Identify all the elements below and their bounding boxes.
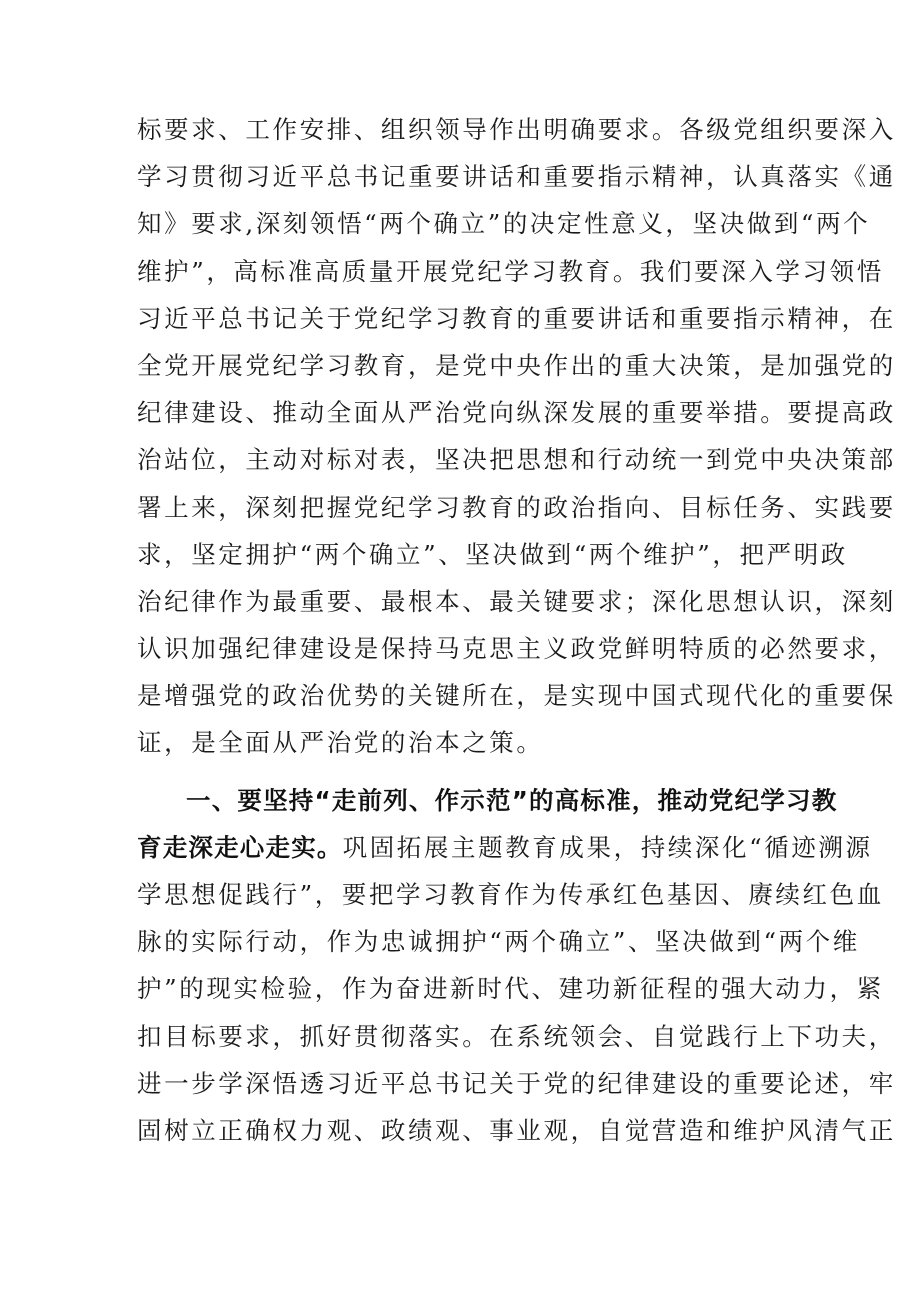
text-line: 护”的现实检验，作为奋进新时代、建功新征程的强大动力，紧: [137, 974, 884, 1004]
text-line: 治站位，主动对标对表，坚决把思想和行动统一到党中央决策部: [137, 445, 896, 475]
text-line: 学习贯彻习近平总书记重要讲话和重要指示精神，认真落实《通: [137, 162, 896, 192]
document-body: [137, 106, 896, 1154]
paragraph-1: [137, 106, 896, 767]
text-line: 证，是全面从严治党的治本之策。: [137, 728, 544, 758]
text-line: 进一步学深悟透习近平总书记关于党的纪律建设的重要论述，牢: [137, 1068, 896, 1098]
paragraph-gap: [137, 767, 792, 777]
text-line: 纪律建设、推动全面从严治党向纵深发展的重要举措。要提高政: [137, 398, 896, 428]
paragraph-2: [137, 777, 896, 1155]
text-line: 全党开展党纪学习教育，是党中央作出的重大决策，是加强党的: [137, 350, 896, 380]
section-heading: 一、要坚持“走前列、作示范”的高标准，推动党纪学习教: [186, 785, 838, 815]
section-heading-end: 育走深走心走实。: [137, 832, 343, 862]
text-line: 固树立正确权力观、政绩观、事业观，自觉营造和维护风清气正: [137, 1115, 896, 1145]
text-line: 习近平总书记关于党纪学习教育的重要讲话和重要指示精神，在: [137, 303, 896, 333]
text-line: 扣目标要求，抓好贯彻落实。在系统领会、自觉践行上下功夫，: [137, 1021, 896, 1051]
text-line: 署上来，深刻把握党纪学习教育的政治指向、目标任务、实践要: [137, 492, 896, 522]
text-line: 求，坚定拥护“两个确立”、坚决做到“两个维护”，把严明政: [137, 539, 848, 569]
text-line: 是增强党的政治优势的关键所在，是实现中国式现代化的重要保: [137, 681, 896, 711]
section-heading-line: [137, 777, 838, 824]
text-line: 维护”，高标准高质量开展党纪学习教育。我们要深入学习领悟: [137, 256, 884, 286]
text-line: 脉的实际行动，作为忠诚拥护“两个确立”、坚决做到“两个维: [137, 927, 860, 957]
text-line: 学思想促践行”，要把学习教育作为传承红色基因、赓续红色血: [137, 880, 884, 909]
text-line: 知》要求,深刻领悟“两个确立”的决定性意义，坚决做到“两个: [137, 209, 871, 239]
text-line: 标要求、工作安排、组织领导作出明确要求。各级党组织要深入: [137, 115, 896, 144]
text-line: [137, 824, 873, 871]
text-line-rest: 巩固拓展主题教育成果，持续深化“循迹溯源: [342, 832, 873, 862]
text-line: 治纪律作为最重要、最根本、最关键要求；深化思想认识，深刻: [137, 586, 896, 616]
text-line: 认识加强纪律建设是保持马克思主义政党鲜明特质的必然要求，: [137, 634, 896, 664]
